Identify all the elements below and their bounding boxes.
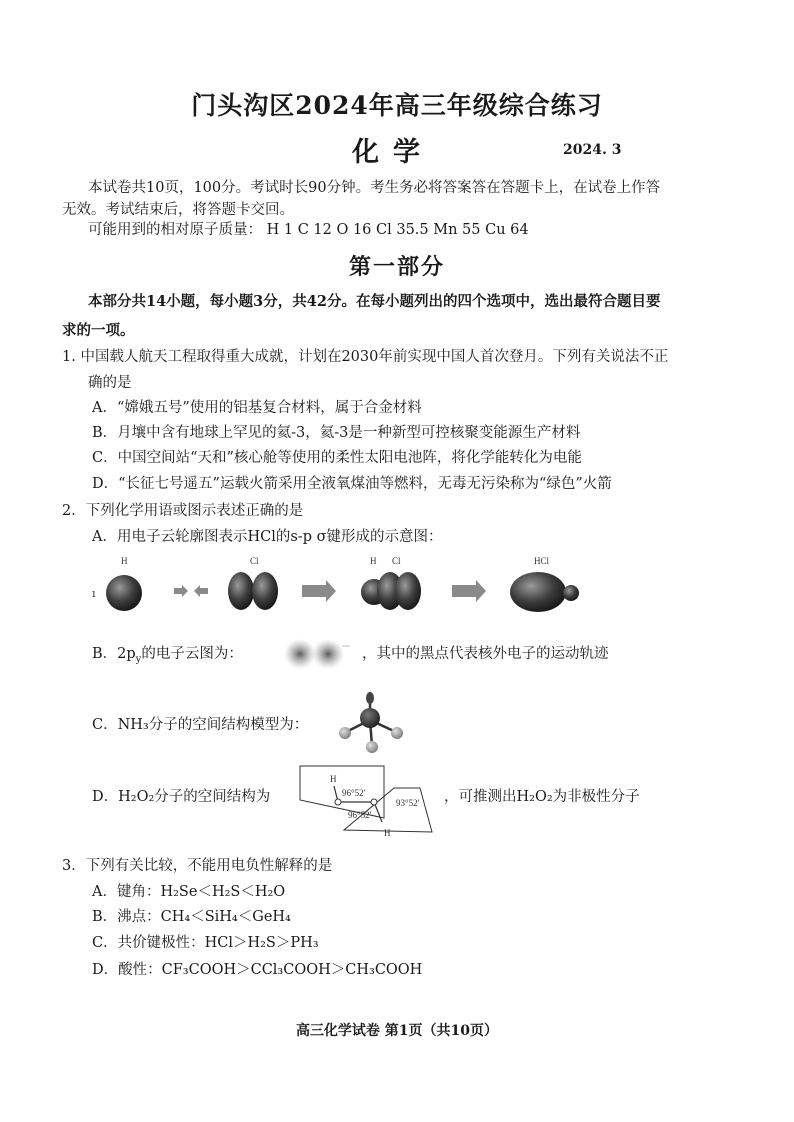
q1-option-a: A．“嫦娥五号”使用的铝基复合材料，属于合金材料 xyxy=(92,400,422,416)
page-footer: 高三化学试卷 第1页（共10页） xyxy=(295,1023,499,1039)
exam-date: 2024. 3 xyxy=(563,142,622,158)
q3-stem: 3．下列有关比较，不能用电负性解释的是 xyxy=(62,858,333,874)
arrow-icon-2 xyxy=(452,580,486,602)
orbital-label-cl-2: Cl xyxy=(392,556,401,566)
cl-p-orbital xyxy=(228,572,278,610)
h2o2-angle-1: 96°52′ xyxy=(342,788,366,798)
orbital-label-h: H xyxy=(121,556,128,566)
instructions-line-1: 本试卷共10页，100分。考试时长90分钟。考生务必将答案答在答题卡上，在试卷上作答 xyxy=(88,180,661,196)
approach-arrows-icon xyxy=(174,585,208,597)
q3-option-a: A．键角：H₂Se＜H₂S＜H₂O xyxy=(92,884,286,900)
q1-option-b: B．月壤中含有地球上罕见的氦-3，氦-3是一种新型可控核聚变能源生产材料 xyxy=(92,425,581,441)
instructions-line-2: 无效。考试结束后，将答题卡交回。 xyxy=(62,202,294,218)
stray-mark: ı xyxy=(92,587,96,600)
overlapping-orbitals xyxy=(361,572,421,610)
orbital-label-hcl: HCl xyxy=(534,556,550,566)
h2o2-dihedral-angle: 93°52′ xyxy=(396,798,420,808)
h2o2-label-h-top: H xyxy=(330,774,337,784)
atomic-masses: 可能用到的相对原子质量： H 1 C 12 O 16 Cl 35.5 Mn 55 Cu 64 xyxy=(88,222,529,238)
q1-stem-line-1: 1. 中国载人航天工程取得重大成就，计划在2030年前实现中国人首次登月。下列有关说法不正 xyxy=(62,349,669,365)
q2-option-b: B．$2p_y$的电子云图为： xyxy=(92,646,243,665)
q1-stem-line-2: 确的是 xyxy=(88,375,132,391)
part-intro-line-1: 本部分共14小题，每小题3分，共42分。在每小题列出的四个选项中，选出最符合题目要 xyxy=(88,293,661,310)
h-s-orbital xyxy=(106,575,142,611)
subject-title: 化学 xyxy=(352,137,434,168)
q2-option-b-tail: ，其中的黑点代表核外电子的运动轨迹 xyxy=(362,646,609,662)
q3-option-b: B．沸点：CH₄＜SiH₄＜GeH₄ xyxy=(92,909,291,925)
q1-option-c: C．中国空间站“天和”核心舱等使用的柔性太阳电池阵，将化学能转化为电能 xyxy=(92,450,582,466)
part-intro-line-2: 求的一项。 xyxy=(62,322,135,339)
q1-option-d: D．“长征七号遥五”运载火箭采用全液氧煤油等燃料，无毒无污染称为“绿色”火箭 xyxy=(92,476,612,492)
orbital-overlap-diagram xyxy=(90,552,650,624)
q2-stem: 2．下列化学用语或图示表述正确的是 xyxy=(62,503,304,519)
h2o2-angle-2: 96°52′ xyxy=(348,810,372,820)
part-title: 第一部分 xyxy=(348,254,445,280)
arrow-icon xyxy=(302,580,336,602)
h2o2-label-h-bottom: H xyxy=(384,828,391,838)
q3-option-d: D．酸性：CF₃COOH＞CCl₃COOH＞CH₃COOH xyxy=(92,962,423,978)
orbital-label-cl: Cl xyxy=(250,556,259,566)
q2-option-d: D．H₂O₂分子的空间结构为 xyxy=(92,789,271,805)
q2-option-d-tail: ，可推测出H₂O₂为非极性分子 xyxy=(444,789,640,805)
nh3-ball-stick-model xyxy=(332,690,412,756)
q2-option-a: A．用电子云轮廓图表示HCl的s-p σ键形成的示意图： xyxy=(92,529,443,545)
q2-option-c: C．NH₃分子的空间结构模型为： xyxy=(92,717,309,733)
orbital-label-h-2: H xyxy=(370,556,377,566)
hcl-sigma-bond-orbital xyxy=(510,572,579,612)
exam-title: 门头沟区2024年高三年级综合练习 xyxy=(191,91,603,120)
h2o2-structure-diagram xyxy=(296,760,446,840)
q3-option-c: C．共价键极性：HCl＞H₂S＞PH₃ xyxy=(92,935,319,951)
p-orbital-electron-cloud xyxy=(282,636,352,672)
